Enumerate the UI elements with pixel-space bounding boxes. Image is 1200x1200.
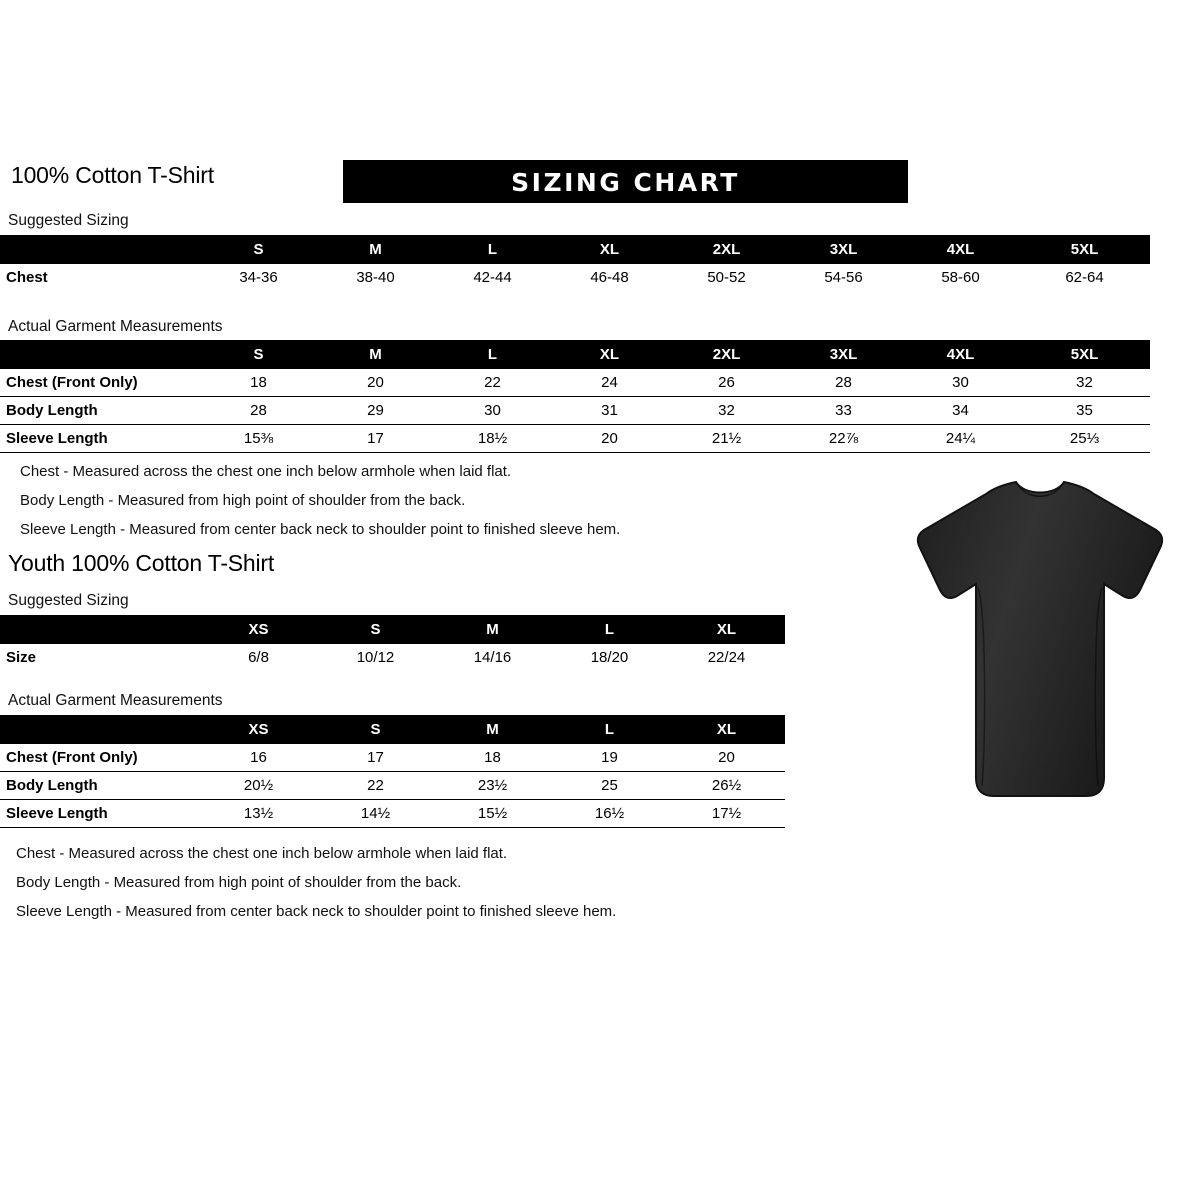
cell-bodylength-5xl: 35 xyxy=(1019,397,1150,425)
col-header-xs: XS xyxy=(248,721,269,738)
col-header-s: S xyxy=(253,241,264,258)
col-header-3xl: 3XL xyxy=(829,241,858,258)
adult-note-body-length: Body Length - Measured from high point of shoulder from the back. xyxy=(20,492,466,509)
row-label-chest: Chest xyxy=(6,269,48,286)
adult-suggested-sizing-label: Suggested Sizing xyxy=(8,212,129,229)
youth-note-chest: Chest - Measured across the chest one inch below armhole when laid flat. xyxy=(16,845,508,862)
cell-size-xs: 6/8 xyxy=(248,649,269,666)
row-label-body-length: Body Length xyxy=(0,397,200,425)
col-header-l: L xyxy=(487,346,498,363)
cell-chest-xl: 46-48 xyxy=(590,269,629,286)
cell-chest-5xl: 62-64 xyxy=(1065,269,1104,286)
col-header-l: L xyxy=(604,621,615,638)
cell-chestfront-s: 18 xyxy=(200,369,317,397)
youth-actual-measurements-label: Actual Garment Measurements xyxy=(8,692,223,709)
cell-size-m: 14/16 xyxy=(473,649,512,666)
table-row xyxy=(0,772,785,800)
col-header-2xl: 2XL xyxy=(712,346,741,363)
row-label-chest-front-only: Chest (Front Only) xyxy=(0,369,200,397)
sizing-chart-banner xyxy=(343,160,908,203)
cell-bodylength-3xl: 33 xyxy=(785,397,902,425)
adult-suggested-sizing-table xyxy=(0,235,1150,291)
cell-sleeve-2xl: 21½ xyxy=(668,425,785,453)
cell-sleeve-m: 15½ xyxy=(434,800,551,828)
row-label-sleeve-length: Sleeve Length xyxy=(0,425,200,453)
cell-chestfront-4xl: 30 xyxy=(902,369,1019,397)
col-header-5xl: 5XL xyxy=(1070,241,1099,258)
row-label-size: Size xyxy=(6,649,37,666)
cell-size-l: 18/20 xyxy=(590,649,629,666)
cell-sleeve-l: 18½ xyxy=(434,425,551,453)
cell-chestfront-l: 22 xyxy=(434,369,551,397)
cell-chestfront-xs: 16 xyxy=(200,744,317,772)
cell-sleeve-s: 15⅜ xyxy=(200,425,317,453)
col-header-xl: XL xyxy=(599,241,620,258)
table-row xyxy=(0,369,1150,397)
cell-chest-m: 38-40 xyxy=(356,269,395,286)
cell-sleeve-3xl: 22⅞ xyxy=(785,425,902,453)
col-header-4xl: 4XL xyxy=(946,346,975,363)
col-header-blank xyxy=(0,715,200,744)
cell-bodylength-l: 25 xyxy=(551,772,668,800)
cell-sleeve-xl: 20 xyxy=(551,425,668,453)
cell-sleeve-l: 16½ xyxy=(551,800,668,828)
col-header-s: S xyxy=(253,346,264,363)
cell-bodylength-2xl: 32 xyxy=(668,397,785,425)
cell-chestfront-xl: 20 xyxy=(668,744,785,772)
cell-chest-s: 34-36 xyxy=(239,269,278,286)
cell-bodylength-m: 23½ xyxy=(434,772,551,800)
col-header-xl: XL xyxy=(599,346,620,363)
cell-size-xl: 22/24 xyxy=(707,649,746,666)
cell-bodylength-m: 29 xyxy=(317,397,434,425)
adult-header-row xyxy=(8,160,908,202)
col-header-m: M xyxy=(486,621,499,638)
col-header-xs: XS xyxy=(248,621,269,638)
cell-chestfront-s: 17 xyxy=(317,744,434,772)
cell-size-s: 10/12 xyxy=(356,649,395,666)
table-row xyxy=(0,425,1150,453)
col-header-xl: XL xyxy=(716,621,737,638)
table-row xyxy=(0,644,785,671)
cell-sleeve-xs: 13½ xyxy=(200,800,317,828)
table-row xyxy=(0,397,1150,425)
cell-chestfront-xl: 24 xyxy=(551,369,668,397)
youth-suggested-sizing-label: Suggested Sizing xyxy=(8,592,129,609)
table-header-row xyxy=(0,615,785,644)
col-header-l: L xyxy=(487,241,498,258)
cell-chest-4xl: 58-60 xyxy=(941,269,980,286)
cell-chestfront-m: 18 xyxy=(434,744,551,772)
table-row xyxy=(0,744,785,772)
cell-sleeve-xl: 17½ xyxy=(668,800,785,828)
youth-suggested-sizing-table xyxy=(0,615,785,671)
adult-title: 100% Cotton T-Shirt xyxy=(11,162,214,188)
col-header-s: S xyxy=(370,621,381,638)
adult-note-chest: Chest - Measured across the chest one inch below armhole when laid flat. xyxy=(20,463,512,480)
cell-sleeve-5xl: 25⅓ xyxy=(1019,425,1150,453)
table-header-row xyxy=(0,235,1150,264)
cell-bodylength-4xl: 34 xyxy=(902,397,1019,425)
cell-sleeve-4xl: 24¼ xyxy=(902,425,1019,453)
youth-note-sleeve-length: Sleeve Length - Measured from center back neck to shoulder point to finished sleeve hem. xyxy=(16,903,617,920)
col-header-3xl: 3XL xyxy=(829,346,858,363)
col-header-m: M xyxy=(486,721,499,738)
youth-title: Youth 100% Cotton T-Shirt xyxy=(8,550,275,576)
col-header-xl: XL xyxy=(716,721,737,738)
col-header-5xl: 5XL xyxy=(1070,346,1099,363)
col-header-s: S xyxy=(370,721,381,738)
table-row xyxy=(0,264,1150,291)
adult-actual-measurements-label: Actual Garment Measurements xyxy=(8,318,223,335)
table-header-row xyxy=(0,340,1150,369)
cell-bodylength-s: 22 xyxy=(317,772,434,800)
adult-note-sleeve-length: Sleeve Length - Measured from center back neck to shoulder point to finished sleeve hem. xyxy=(20,521,621,538)
col-header-2xl: 2XL xyxy=(712,241,741,258)
cell-bodylength-xl: 31 xyxy=(551,397,668,425)
row-label-sleeve-length: Sleeve Length xyxy=(0,800,200,828)
cell-chest-2xl: 50-52 xyxy=(707,269,746,286)
col-header-blank xyxy=(0,340,200,369)
cell-chestfront-2xl: 26 xyxy=(668,369,785,397)
cell-chest-l: 42-44 xyxy=(473,269,512,286)
cell-chestfront-3xl: 28 xyxy=(785,369,902,397)
youth-note-body-length: Body Length - Measured from high point of shoulder from the back. xyxy=(16,874,462,891)
row-label-chest-front-only: Chest (Front Only) xyxy=(0,744,200,772)
table-row xyxy=(0,800,785,828)
sizing-chart-banner-label: SIZING CHART xyxy=(511,168,740,197)
cell-chestfront-m: 20 xyxy=(317,369,434,397)
col-header-4xl: 4XL xyxy=(946,241,975,258)
cell-chestfront-l: 19 xyxy=(551,744,668,772)
cell-bodylength-l: 30 xyxy=(434,397,551,425)
cell-chest-3xl: 54-56 xyxy=(824,269,863,286)
cell-bodylength-xl: 26½ xyxy=(668,772,785,800)
col-header-m: M xyxy=(369,346,382,363)
table-header-row xyxy=(0,715,785,744)
cell-bodylength-s: 28 xyxy=(200,397,317,425)
col-header-blank xyxy=(0,615,200,644)
cell-sleeve-s: 14½ xyxy=(317,800,434,828)
cell-chestfront-5xl: 32 xyxy=(1019,369,1150,397)
black-t-shirt-illustration xyxy=(890,478,1190,808)
youth-actual-measurements-table xyxy=(0,715,785,828)
col-header-blank xyxy=(0,235,200,264)
col-header-l: L xyxy=(604,721,615,738)
cell-sleeve-m: 17 xyxy=(317,425,434,453)
adult-actual-measurements-table xyxy=(0,340,1150,453)
col-header-m: M xyxy=(369,241,382,258)
cell-bodylength-xs: 20½ xyxy=(200,772,317,800)
row-label-body-length: Body Length xyxy=(0,772,200,800)
